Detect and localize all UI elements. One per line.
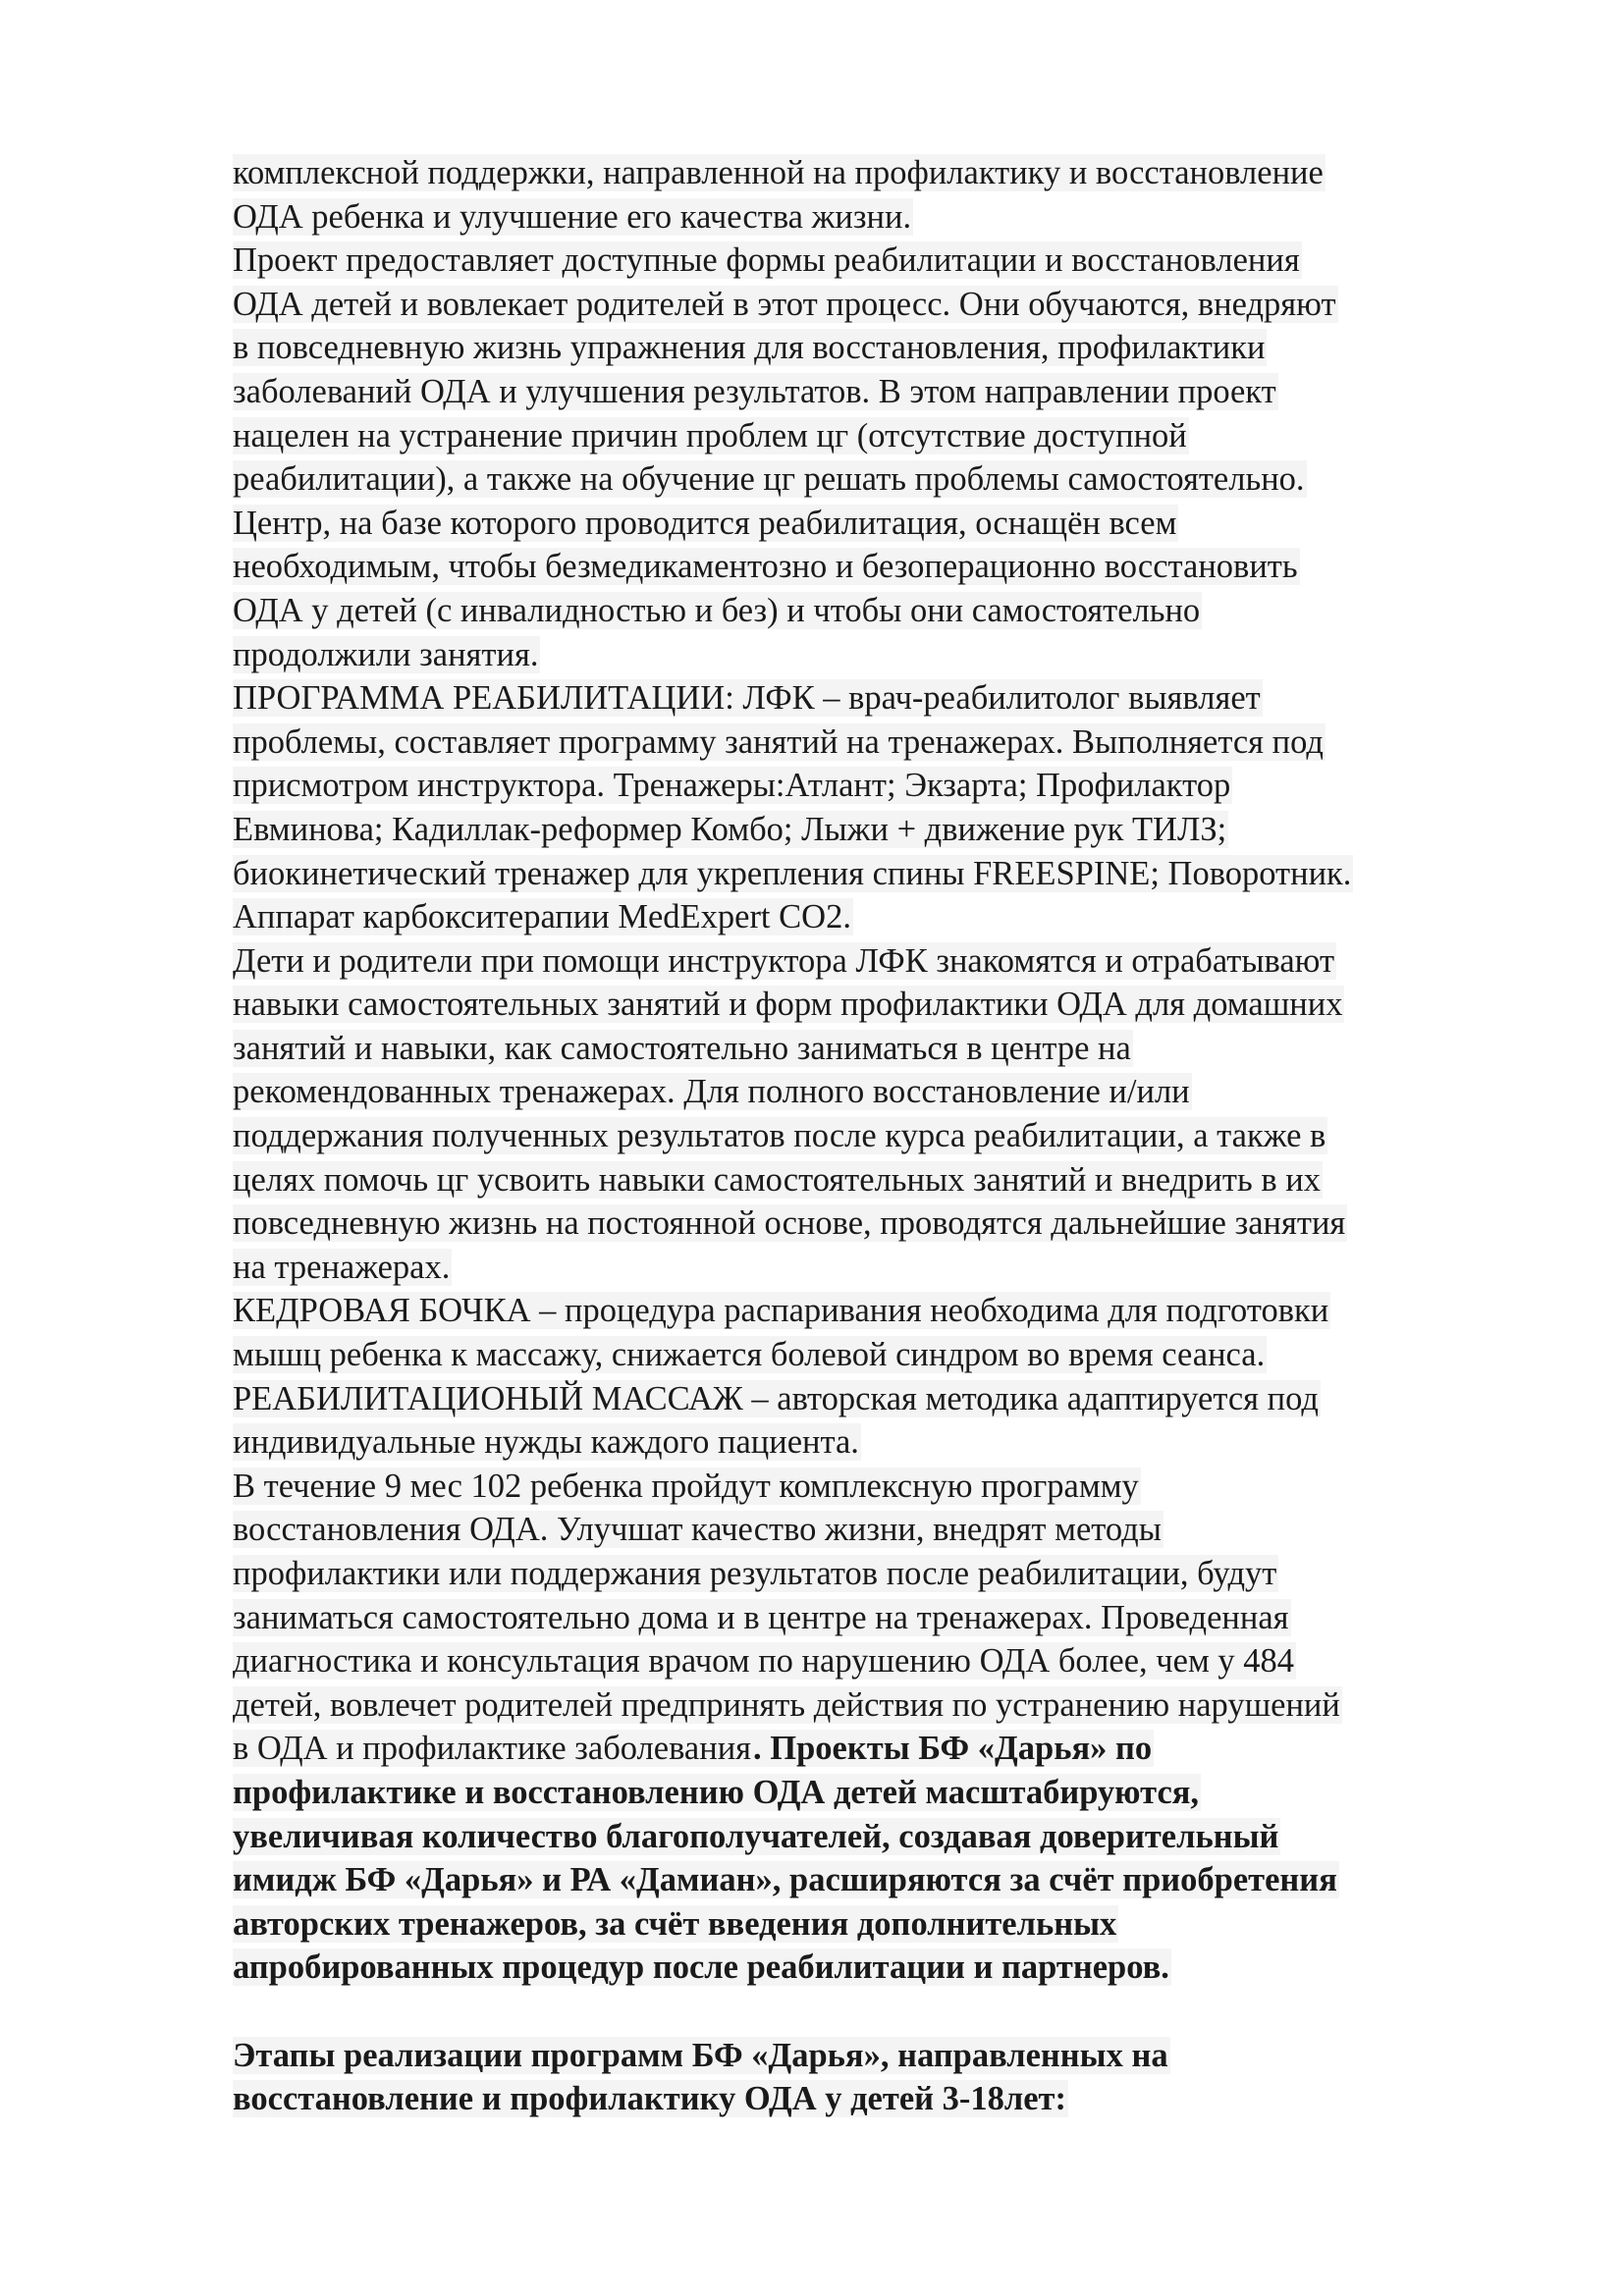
text-line: восстановления ОДА. Улучшат качество жизни, внедрят методы bbox=[233, 1511, 1162, 1549]
text-line: занятий и навыки, как самостоятельно заниматься в центре на bbox=[233, 1029, 1131, 1067]
text-line: Евминова; Кадиллак-реформер Комбо; Лыжи + движение рук ТИЛЗ; bbox=[233, 810, 1227, 848]
regular-text-segment: в ОДА и профилактике заболевания bbox=[233, 1730, 752, 1768]
text-line: КЕДРОВАЯ БОЧКА – процедура распаривания необходима для подготовки bbox=[233, 1292, 1329, 1330]
text-line: ОДА ребенка и улучшение его качества жизни. bbox=[233, 197, 912, 236]
text-line: профилактики или поддержания результатов после реабилитации, будут bbox=[233, 1555, 1277, 1592]
text-line: детей, вовлечет родителей предпринять действия по устранению нарушений bbox=[233, 1685, 1340, 1724]
bold-text-line: увеличивая количество благополучателей, создавая доверительный bbox=[233, 1817, 1279, 1855]
bold-text-line: авторских тренажеров, за счёт введения дополнительных bbox=[233, 1904, 1117, 1943]
text-line: продолжили занятия. bbox=[233, 635, 539, 673]
text-line: на тренажерах. bbox=[233, 1248, 451, 1286]
text-line: заболеваний ОДА и улучшения результатов. В этом направлении проект bbox=[233, 372, 1276, 410]
text-line: Центр, на базе которого проводится реабилитация, оснащён всем bbox=[233, 504, 1177, 542]
text-line: комплексной поддержки, направленной на профилактику и восстановление bbox=[233, 154, 1324, 191]
text-line: ОДА у детей (с инвалидностью и без) и чтобы они самостоятельно bbox=[233, 591, 1201, 629]
document-page bbox=[233, 151, 1509, 2121]
bold-text-segment: . Проекты БФ «Дарья» по bbox=[753, 1730, 1153, 1768]
text-line: В течение 9 мес 102 ребенка пройдут комплексную программу bbox=[233, 1467, 1139, 1505]
text-line: навыки самостоятельных занятий и форм профилактики ОДА для домашних bbox=[233, 986, 1343, 1024]
text-line: Аппарат карбокситерапии MedExpert CO2. bbox=[233, 898, 851, 936]
text-line: необходимым, чтобы безмедикаментозно и безоперационно восстановить bbox=[233, 548, 1298, 586]
text-line: Дети и родители при помощи инструктора ЛФК знакомятся и отрабатывают bbox=[233, 941, 1335, 980]
text-line: биокинетический тренажер для укрепления спины FREESPINE; Поворотник. bbox=[233, 854, 1352, 892]
text-line: целях помочь цг усвоить навыки самостоятельных занятий и внедрить в их bbox=[233, 1160, 1321, 1199]
text-line: ПРОГРАММА РЕАБИЛИТАЦИИ: ЛФК – врач-реабилитолог выявляет bbox=[233, 679, 1261, 718]
paragraph-gap bbox=[233, 1990, 1509, 2034]
text-line: диагностика и консультация врачом по нарушению ОДА более, чем у 484 bbox=[233, 1642, 1295, 1681]
bold-text-line: апробированных процедур после реабилитации и партнеров. bbox=[233, 1949, 1169, 1987]
text-line: ОДА детей и вовлекает родителей в этот процесс. Они обучаются, внедряют bbox=[233, 285, 1336, 323]
body-text bbox=[233, 151, 1509, 1990]
text-line: мышц ребенка к массажу, снижается болевой синдром во время сеанса. bbox=[233, 1336, 1266, 1374]
text-line: поддержания полученных результатов после курса реабилитации, а также в bbox=[233, 1117, 1326, 1155]
text-line: рекомендованных тренажерах. Для полного восстановление и/или bbox=[233, 1073, 1190, 1111]
text-line: в повседневную жизнь упражнения для восстановления, профилактики bbox=[233, 329, 1266, 367]
text-line: заниматься самостоятельно дома и в центре на тренажерах. Проведенная bbox=[233, 1598, 1289, 1636]
heading-line: Этапы реализации программ БФ «Дарья», направленных на bbox=[233, 2036, 1168, 2074]
mixed-text-line bbox=[233, 1727, 1509, 1771]
bold-text-line: имидж БФ «Дарья» и РА «Дамиан», расширяются за счёт приобретения bbox=[233, 1861, 1337, 1899]
text-line: РЕАБИЛИТАЦИОНЫЙ МАССАЖ – авторская методика адаптируется под bbox=[233, 1379, 1319, 1417]
text-line: повседневную жизнь на постоянной основе, проводятся дальнейшие занятия bbox=[233, 1204, 1346, 1243]
text-line: проблемы, составляет программу занятий на тренажерах. Выполняется под bbox=[233, 722, 1324, 761]
heading-line: восстановление и профилактику ОДА у детей 3-18лет: bbox=[233, 2080, 1066, 2118]
text-line: индивидуальные нужды каждого пациента. bbox=[233, 1423, 859, 1462]
text-line: нацелен на устранение причин проблем цг (отсутствие доступной bbox=[233, 416, 1187, 454]
text-line: присмотром инструктора. Тренажеры:Атлант; Экзарта; Профилактор bbox=[233, 767, 1231, 805]
bold-text-line: профилактике и восстановлению ОДА детей масштабируются, bbox=[233, 1773, 1200, 1811]
text-line: Проект предоставляет доступные формы реабилитации и восстановления bbox=[233, 241, 1300, 280]
section-heading bbox=[233, 2034, 1509, 2121]
text-line: реабилитации), а также на обучение цг решать проблемы самостоятельно. bbox=[233, 460, 1305, 499]
